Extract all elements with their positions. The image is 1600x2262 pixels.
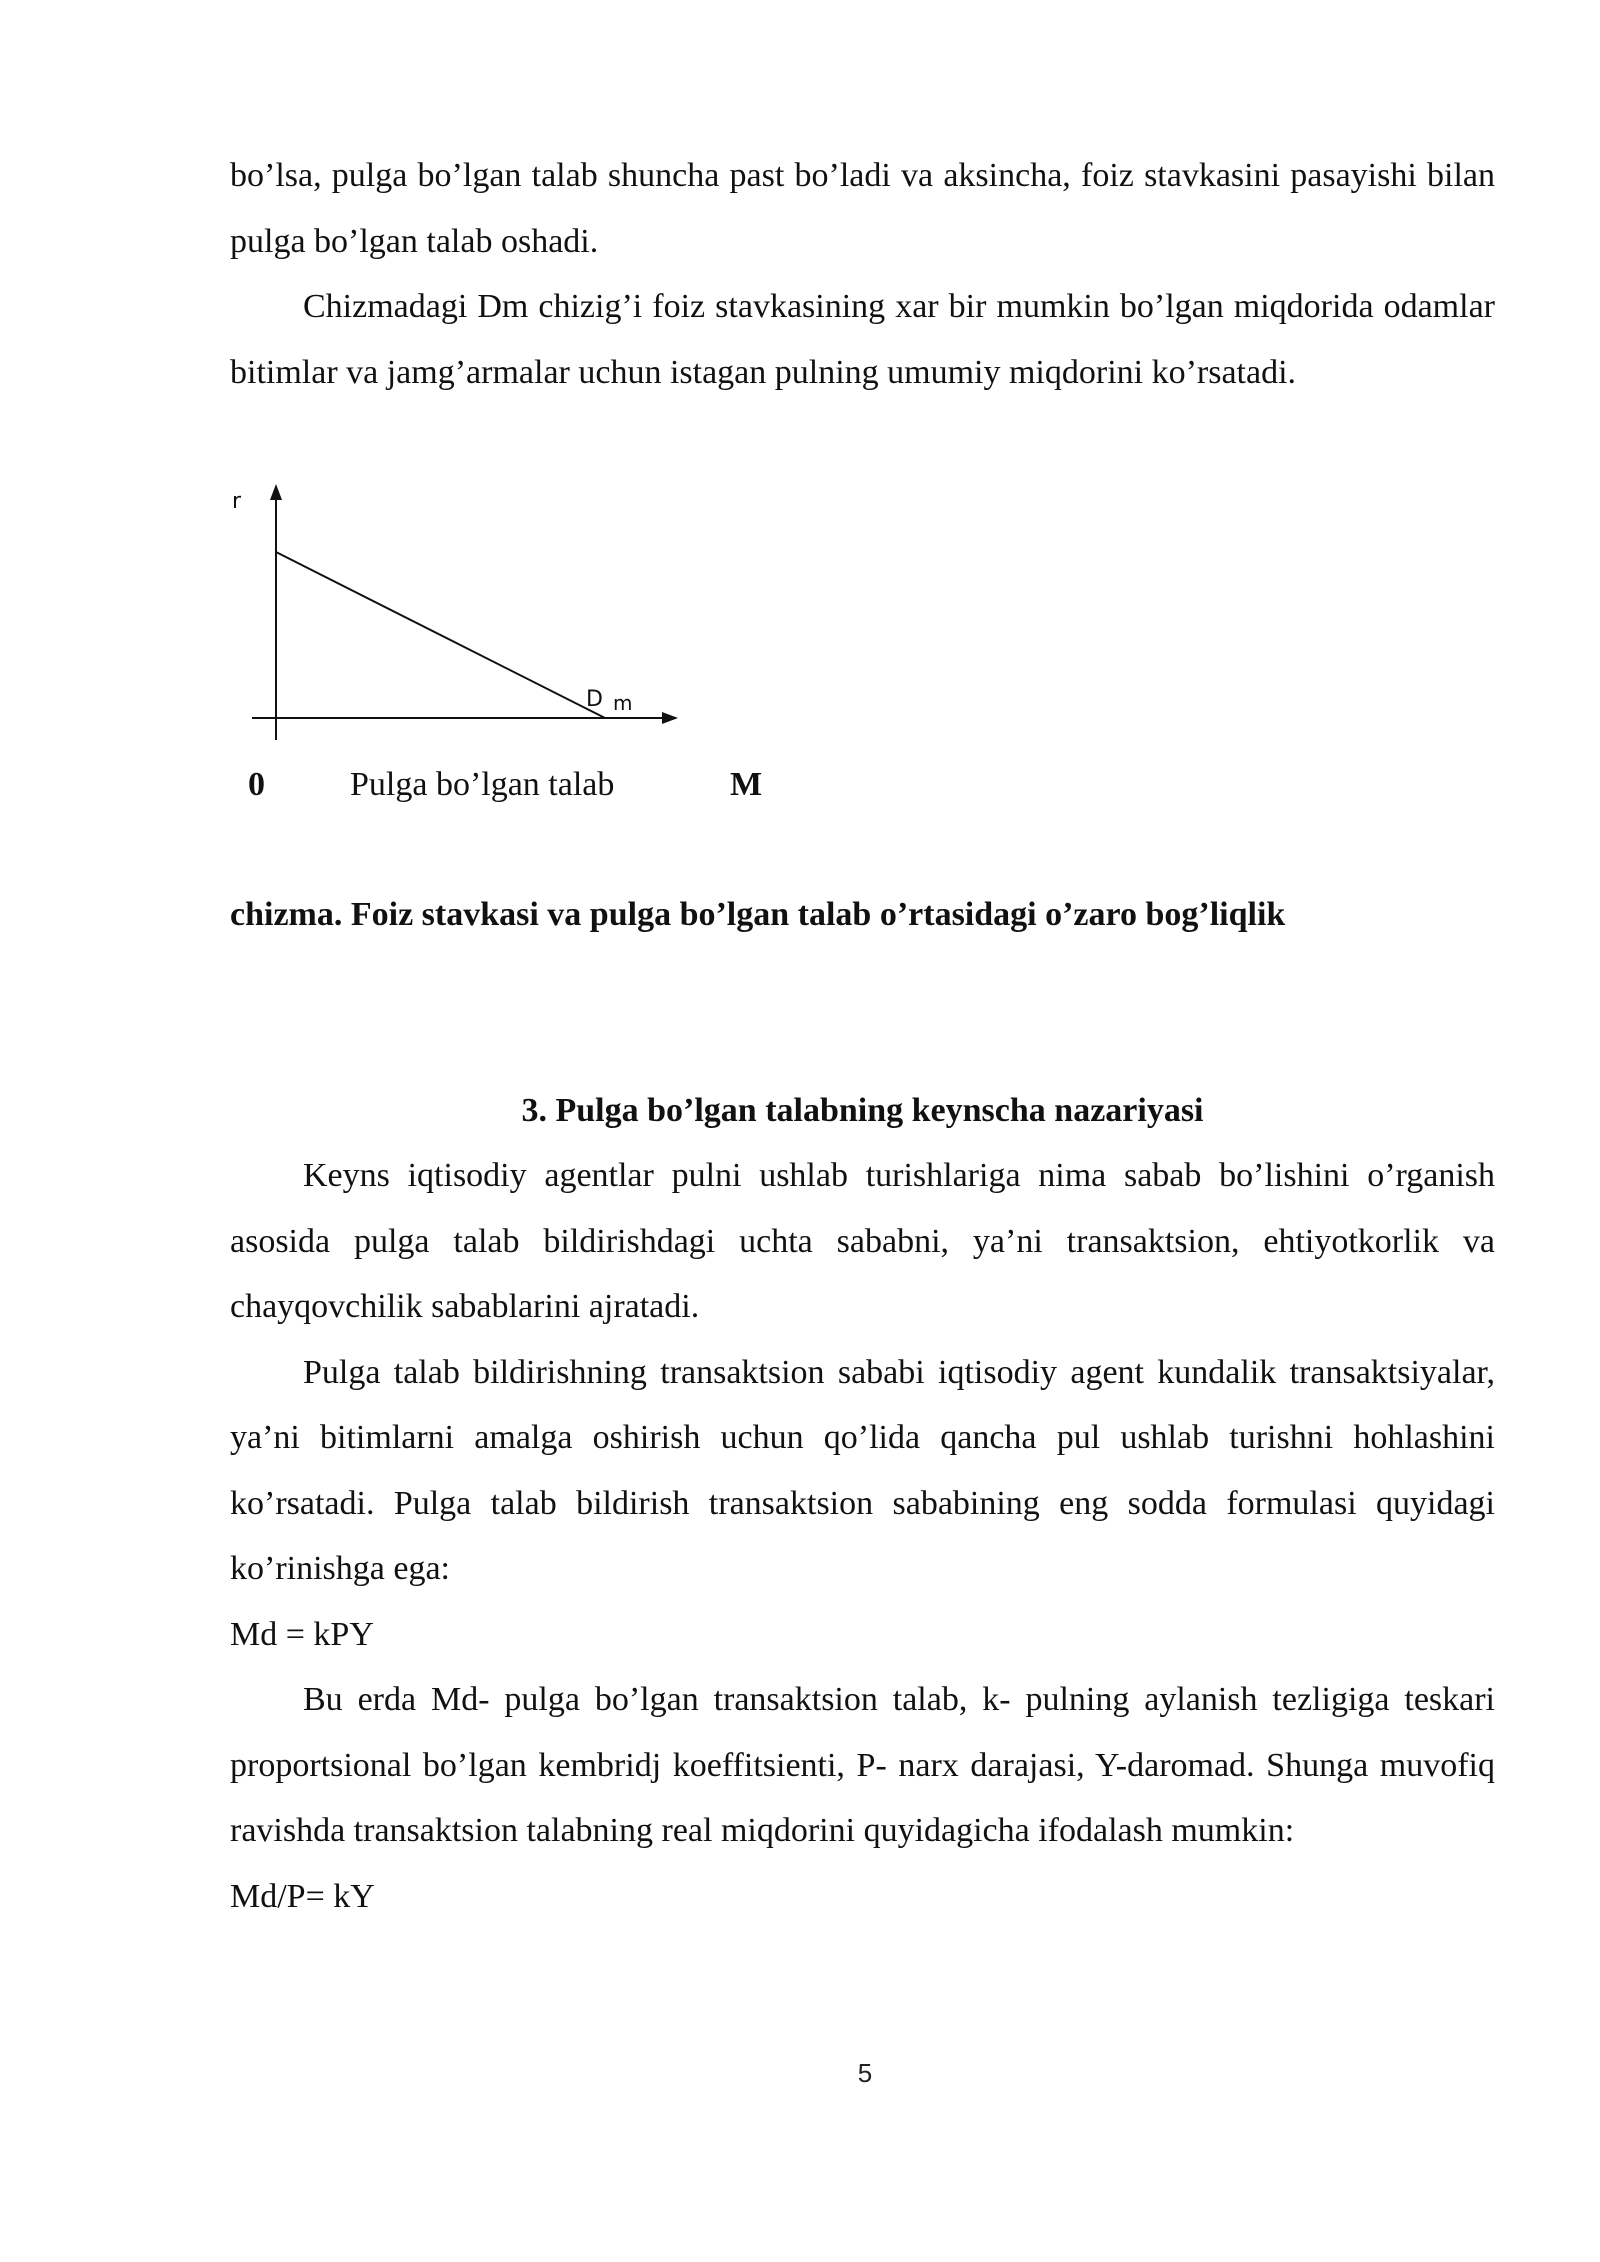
curve-label-main: D — [586, 687, 603, 712]
y-axis-label: r — [232, 489, 242, 514]
paragraph-dm-description: Chizmadagi Dm chizig’i foiz stavkasining xar bir mumkin bo’lgan miqdorida odamlar bitimlar va jamg’armalar uchun istagan pulning umumiy miqdorini ko’rsatadi. — [230, 288, 1495, 391]
paragraph-transaction-motive: Pulga talab bildirishning transaktsion sababi iqtisodiy agent kundalik transaktsiyalar, ya’ni bitimlarni amalga oshirish uchun qo’lida qancha pul ushlab turishni hohlashini ko’rsatadi. Pulga talab bildirish transaktsion sababining eng sodda formulasi quyidagi ko’rinishga ega: — [230, 1353, 1495, 1587]
top-text-block — [230, 143, 1495, 405]
section-heading: 3. Pulga bo’lgan talabning keynscha nazariyasi — [521, 1092, 1204, 1129]
y-axis-arrow-icon — [270, 484, 282, 500]
curve-label-sub: m — [613, 691, 633, 715]
page-number: 5 — [857, 2058, 873, 2088]
paragraph-keynes-motives: Keyns iqtisodiy agentlar pulni ushlab turishlariga nima sabab bo’lishini o’rganish asosida pulga talab bildirishdagi uchta sababni, ya’ni transaktsion, ehtiyotkorlik va chayqovchilik sabablarini ajratadi. — [230, 1157, 1495, 1325]
figure-axis-row — [230, 750, 930, 820]
x-axis-label: M — [730, 766, 763, 803]
section-body — [230, 1143, 1495, 1929]
money-demand-figure — [230, 480, 730, 760]
formula-md-p-ky: Md/P= kY — [230, 1877, 375, 1915]
demand-curve-dm — [276, 552, 605, 718]
figure-caption: chizma. Foiz stavkasi va pulga bo’lgan talab o’rtasidagi o’zaro bog’liqlik — [230, 896, 1286, 933]
paragraph-continuation: bo’lsa, pulga bo’lgan talab shuncha past bo’ladi va aksincha, foiz stavkasini pasayishi bilan pulga bo’lgan talab oshadi. — [230, 157, 1495, 260]
formula-md-kpy: Md = kPY — [230, 1615, 374, 1653]
paragraph-formula-explanation: Bu erda Md- pulga bo’lgan transaktsion talab, k- pulning aylanish tezligiga teskari proportsional bo’lgan kembridj koeffitsienti, P- narx darajasi, Y-daromad. Shunga muvofiq ravishda transaktsion talabning real miqdorini quyidagicha ifodalash mumkin: — [230, 1681, 1495, 1849]
origin-label: 0 — [248, 766, 265, 803]
x-axis-caption: Pulga bo’lgan talab — [350, 766, 615, 803]
x-axis-arrow-icon — [662, 712, 678, 724]
